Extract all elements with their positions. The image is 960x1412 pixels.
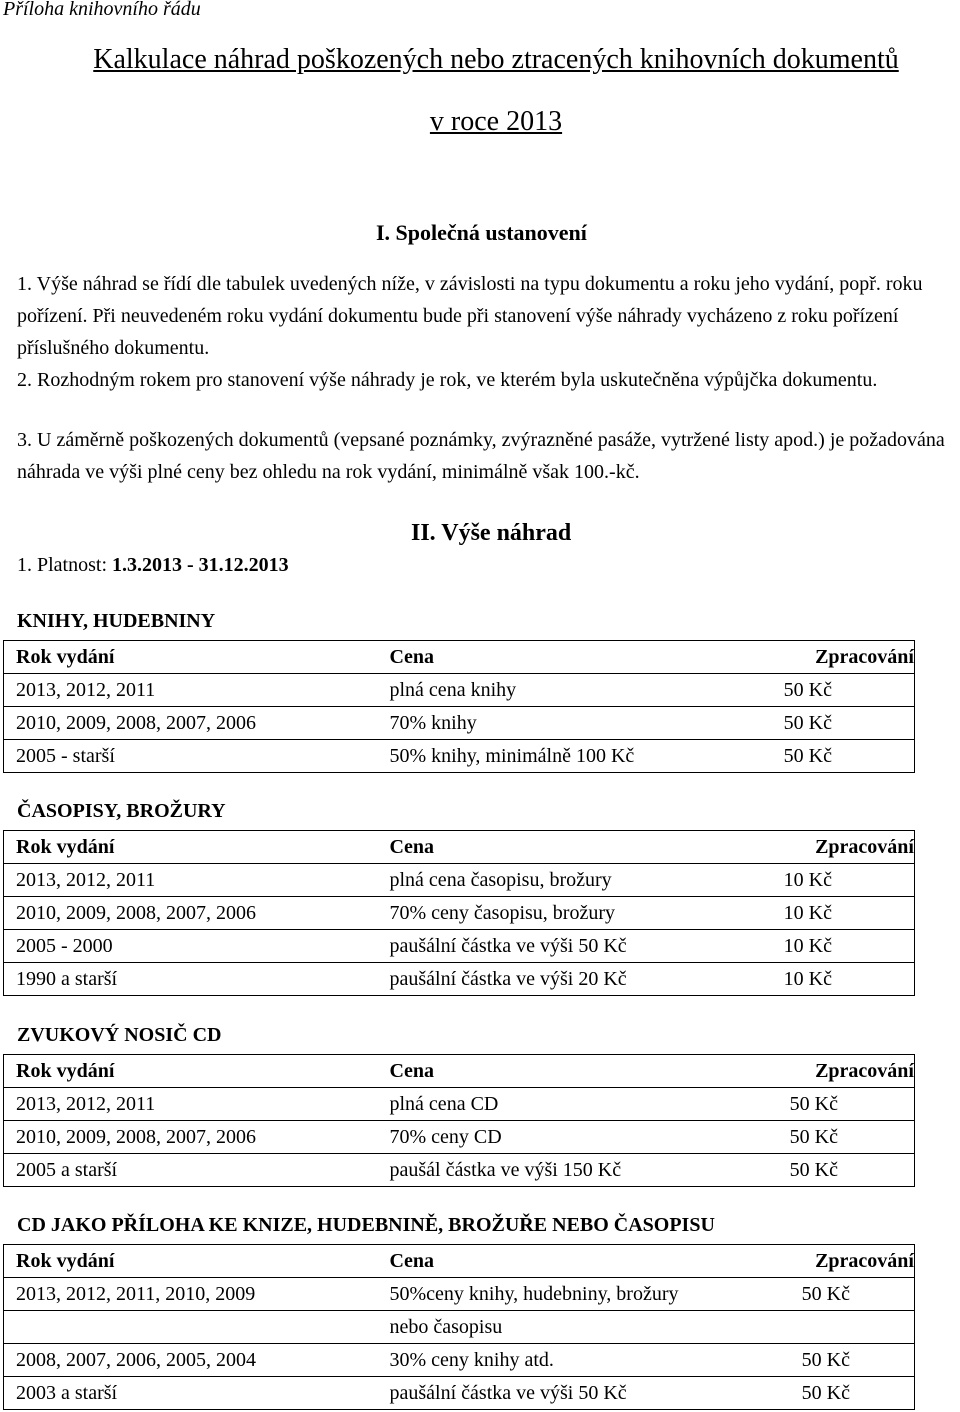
table-row [4,674,915,707]
section-1-title: I. Společná ustanovení [376,220,587,245]
cell-processing: 50 Kč [748,1377,915,1410]
validity-line [17,554,289,577]
cell-year: 2005 a starší [4,1154,390,1187]
cell-price: plná cena knihy [390,674,748,707]
cell-year: 2010, 2009, 2008, 2007, 2006 [4,707,390,740]
cell-price: 70% ceny časopisu, brožury [390,897,748,930]
table-cd [3,1054,915,1187]
cell-price: nebo časopisu [390,1311,748,1344]
table-header-row [4,831,915,864]
header-processing: Zpracování [748,1245,915,1278]
cell-price: paušální částka ve výši 50 Kč [390,1377,748,1410]
table-row [4,1311,915,1344]
table-row [4,1154,915,1187]
document-subtitle-year: v roce 2013 [429,106,563,137]
cell-price: 70% knihy [390,707,748,740]
table-row [4,1088,915,1121]
header-price: Cena [390,1245,748,1278]
cell-processing: 10 Kč [748,864,915,897]
table-row [4,1278,915,1311]
cell-processing [748,1311,915,1344]
header-year: Rok vydání [4,831,390,864]
cell-year: 2005 - starší [4,740,390,773]
header-processing: Zpracování [748,1055,915,1088]
rule-paragraph-3: 3. U záměrně poškozených dokumentů (vepsané poznámky, zvýrazněné pasáže, vytržené listy apod.) je požadována náhrada ve výši plné ceny bez ohledu na rok vydání, minimálně však 100.-kč. [17,429,945,483]
table-row [4,740,915,773]
table-row [4,930,915,963]
cell-price: paušální částka ve výši 50 Kč [390,930,748,963]
cell-price: plná cena CD [390,1088,748,1121]
section-2-title: II. Výše náhrad [411,520,572,546]
category-magazines: ČASOPISY, BROŽURY [17,800,226,822]
category-books: KNIHY, HUDEBNINY [17,610,216,632]
cell-processing: 50 Kč [748,740,915,773]
cell-price: paušál částka ve výši 150 Kč [390,1154,748,1187]
table-row [4,1377,915,1410]
cell-year: 2003 a starší [4,1377,390,1410]
cell-year: 2013, 2012, 2011 [4,674,390,707]
header-processing: Zpracování [748,641,915,674]
cell-processing: 50 Kč [748,707,915,740]
cell-processing: 50 Kč [748,674,915,707]
cell-year: 1990 a starší [4,963,390,996]
cell-processing: 50 Kč [748,1344,915,1377]
header-processing: Zpracování [748,831,915,864]
cell-processing: 50 Kč [748,1121,915,1154]
header-year: Rok vydání [4,1245,390,1278]
table-row [4,1121,915,1154]
table-magazines [3,830,915,996]
table-row [4,864,915,897]
table-header-row [4,641,915,674]
rule-paragraph-1: 1. Výše náhrad se řídí dle tabulek uvedených níže, v závislosti na typu dokumentu a roku jeho vydání, popř. roku pořízení. Při neuvedeném roku vydání dokumentu bude při stanovení výše náhrady vycházeno z roku pořízení příslušného dokumentu. [17,273,923,359]
category-cd-attachment: CD JAKO PŘÍLOHA KE KNIZE, HUDEBNINĚ, BROŽUŘE NEBO ČASOPISU [17,1214,715,1236]
cell-price: 50% knihy, minimálně 100 Kč [390,740,748,773]
table-row [4,707,915,740]
cell-processing: 50 Kč [748,1278,915,1311]
cell-price: plná cena časopisu, brožury [390,864,748,897]
header-year: Rok vydání [4,1055,390,1088]
table-row [4,963,915,996]
table-row [4,897,915,930]
cell-processing: 10 Kč [748,930,915,963]
header-price: Cena [390,831,748,864]
rule-paragraph-2: 2. Rozhodným rokem pro stanovení výše náhrady je rok, ve kterém byla uskutečněna výpůjčka dokumentu. [17,369,878,391]
validity-value: 1.3.2013 - 31.12.2013 [112,554,289,576]
cell-processing: 10 Kč [748,897,915,930]
table-header-row [4,1245,915,1278]
cell-price: paušální částka ve výši 20 Kč [390,963,748,996]
cell-processing: 50 Kč [748,1154,915,1187]
cell-year: 2013, 2012, 2011 [4,864,390,897]
table-cd-attachment [3,1244,915,1410]
table-header-row [4,1055,915,1088]
validity-label: 1. Platnost: [17,554,108,576]
cell-price: 70% ceny CD [390,1121,748,1154]
attachment-label: Příloha knihovního řádu [3,0,201,20]
category-cd: ZVUKOVÝ NOSIČ CD [17,1024,222,1046]
header-year: Rok vydání [4,641,390,674]
cell-price: 30% ceny knihy atd. [390,1344,748,1377]
table-books [3,640,915,773]
cell-processing: 50 Kč [748,1088,915,1121]
cell-year: 2013, 2012, 2011, 2010, 2009 [4,1278,390,1311]
cell-year: 2010, 2009, 2008, 2007, 2006 [4,1121,390,1154]
header-price: Cena [390,641,748,674]
cell-processing: 10 Kč [748,963,915,996]
cell-year: 2008, 2007, 2006, 2005, 2004 [4,1344,390,1377]
cell-price: 50%ceny knihy, hudebniny, brožury [390,1278,748,1311]
document-title: Kalkulace náhrad poškozených nebo ztracených knihovních dokumentů [93,44,899,75]
cell-year: 2013, 2012, 2011 [4,1088,390,1121]
table-row [4,1344,915,1377]
header-price: Cena [390,1055,748,1088]
cell-year: 2005 - 2000 [4,930,390,963]
cell-year: 2010, 2009, 2008, 2007, 2006 [4,897,390,930]
cell-year [4,1311,390,1344]
